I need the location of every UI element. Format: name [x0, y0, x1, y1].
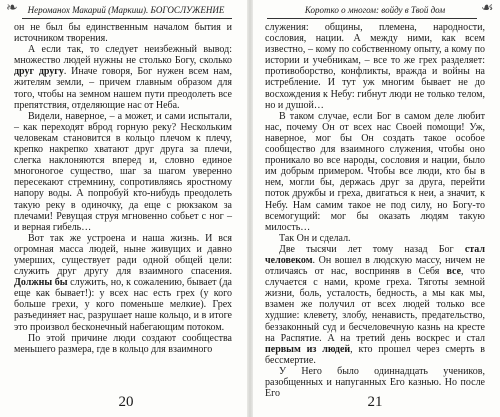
left-page: [0, 0, 247, 417]
header-rule: [22, 18, 232, 19]
paragraph: [265, 244, 485, 366]
paragraph-text: служения: общины, племена, народности, сословия, нации. А между ними, как всем известно, – кому по собственному опыту, а кому по истории и учебникам, – все то же грех разделяет: противоборство, конфликты, вражда и войны на истребление. И тут уж многим бывает не до восхождения к Небу: гибнут люди не только телом, но и душой…: [265, 22, 485, 111]
paragraph-text: . Он вошел в людскую массу, ничем не отличаясь от нас, восприняв в Себя: [265, 254, 485, 278]
paragraph-text: Видели, наверное, – а может, и сами испытали, – как переходят вброд горную реку? Нескольким человекам становится в кольцо плечом к плечу, крепко накрепко хватают друг друга за плечи, слегка наклоняются вперед и, словно единое многоногое существо, шаг за шагом уверенно пересекают стремнину, сопротивляясь яростному напору воды. А попробуй кто-нибудь преодолеть такую реку в одиночку, да еще с рюкзаком за плечами! Ревущая струя мгновенно собьет с ног – и верная гибель…: [14, 110, 232, 233]
paragraph: [265, 22, 485, 111]
emphasis-text: Должны бы: [14, 277, 68, 289]
left-page-number: 20: [118, 394, 134, 410]
paragraph-text: служить, но, к сожалению, бывает (да еще как бывает!): у всех нас есть грех (у кого больше грехи, у кого поменьше мелкие). Грех разъединяет нас, разрушает наше кольцо, и в итоге это произвол бесконечный набегающим потоком.: [14, 277, 232, 333]
paragraph-text: Так Он и сделал.: [279, 232, 351, 244]
paragraph-text: он не был бы единственным началом бытия и источником творения.: [14, 22, 232, 45]
left-body-text: [14, 22, 232, 355]
paragraph-text: Две тысячи лет тому назад Бог: [279, 243, 465, 255]
emphasis-text: все: [446, 266, 462, 278]
paragraph: [265, 111, 485, 233]
paragraph: [14, 22, 232, 44]
right-page-number: 21: [367, 394, 383, 410]
paragraph: [14, 44, 232, 111]
left-running-header: Нероманох Макарий (Маркиш). БОГОСЛУЖЕНИЕ: [27, 5, 225, 15]
paragraph-text: А если так, то следует неизбежный вывод: множество людей нужны не столько Богу, сколько: [14, 44, 232, 67]
emphasis-text: первым из людей: [265, 343, 351, 355]
paragraph: [14, 333, 232, 355]
paragraph-text: По этой причине люди создают сообщества меньшего размера, где в кольцо для взаимного: [14, 332, 232, 355]
paragraph: [14, 111, 232, 233]
paragraph: [14, 233, 232, 333]
paragraph-text: У Него было одиннадцать учеников, разобщенных и напуганных Его казнью. Но после Его: [265, 365, 485, 400]
paragraph-text: , что случается с нами, кроме греха. Тяготы земной жизни, боль, усталость, бедность, а мы как мы, взамен же получил от всех людей только все худшие: клевету, злобу, ненависть, предательство, беззаконный суд и бесчеловечную казнь на кресте на Распятие. А на третий день воскрес и стал: [265, 266, 485, 344]
paragraph-text: В таком случае, если Бог в самом деле любит нас, почему Он от всех нас Своей помощи! Уж, наверное, мог бы Он создать такое особое сообщество для взаимного служения, чтобы оно проникало во все народы, сословия и нации, было им добрым примером. Чтобы все люди, кто бы в нем, могли бы, держась друг за друга, перейти поток дружбы и греха, двигаться к неи, а значит, к Небу. Нам самим такое не под силу, но Богу-то всемогущий: мог бы оказать людям такую милость…: [265, 110, 485, 233]
header-rule: [267, 18, 477, 19]
right-running-header: Коротко о многом: войду в Твой дом: [304, 5, 446, 15]
paragraph-text: , кто прошел через смерть в бессмертие.: [265, 343, 485, 366]
header-flourish-icon: ❧: [6, 1, 18, 16]
emphasis-text: стал человеком: [265, 243, 485, 266]
paragraph: [265, 233, 485, 244]
emphasis-text: друг другу: [14, 66, 64, 78]
paragraph-text: Вот так же устроена и наша жизнь. И вся огромная масса людей, ныне живущих и давно умерших, существует ради одной общей цели: служить друг другу для взаимного спасения.: [14, 232, 232, 278]
right-page: [253, 0, 500, 417]
right-body-text: [265, 22, 485, 399]
paragraph-text: . Иначе говоря, Бог нужен всем нам, жителям земли, – причем главным образом для того, чтобы на земном нашем пути преодолеть все препятствия, отделяющие нас от Неба.: [14, 66, 232, 111]
header-flourish-icon: ☙: [481, 1, 494, 16]
